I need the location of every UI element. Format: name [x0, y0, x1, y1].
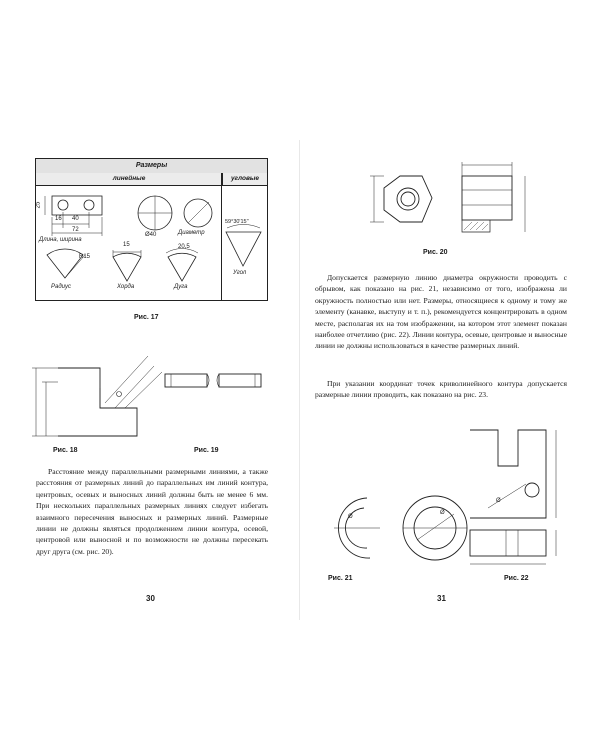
label-r15: R15 [79, 254, 91, 260]
column-angular: угловые [222, 173, 268, 186]
left-body-paragraph: Расстояние между параллельными размерными линиями, а также расстояния от размерных линий до параллельных им линий контура, центровых, осевых и выносных линий должны быть не менее 6 мм. При нескольких параллельных размерных линиях следует избегать взаимного пересечения выносных и размерных линий. Размерные линии не должны являться продолжением линии контура, осевой, центровой или выносной и по возможности не должны пересекать друг друга (см. рис. 20). [36, 467, 268, 556]
arc-sector [168, 253, 196, 281]
table-header: Размеры [35, 158, 268, 174]
caption-fig-20: Рис. 20 [423, 249, 448, 256]
plate-drawing [52, 196, 102, 215]
figures-18-19 [30, 348, 280, 444]
label-chord: Хорда [117, 284, 135, 290]
label-arc-value: 20,5 [178, 244, 190, 250]
right-page [300, 0, 600, 750]
page-number-right: 31 [437, 594, 446, 603]
fig22-part-top [470, 430, 546, 518]
caption-fig-19: Рис. 19 [194, 447, 219, 454]
caption-fig-17: Рис. 17 [134, 314, 159, 321]
label-angle-value: 59°30'15'' [225, 219, 249, 225]
chord-sector [113, 253, 141, 281]
caption-fig-22: Рис. 22 [504, 575, 529, 582]
column-linear: линейные [35, 173, 223, 186]
fig22-drawing [458, 418, 568, 568]
fig20-nut-front [384, 176, 432, 222]
fig21-dia-label-1: Ø [348, 514, 353, 520]
label-16: 16 [55, 216, 62, 222]
label-25: 25 [35, 201, 42, 209]
right-body-paragraph-1: Допускается размерную линию диаметра окружности проводить с обрывом, как показано на рис. 21, независимо от того, изображена ли окружность полностью или нет. Размеры, относящиеся к одному и тому же элементу (канавке, выступу и т. п.), рекомендуется концентрировать в одном месте, располагая их на том изображении, на котором этот элемент показан наиболее отчетливо (рис. 22). Линии контура, осевые, центровые и выносные линии не должны использоваться в качестве размерных линий. [315, 273, 567, 351]
label-dia40: Ø40 [145, 232, 157, 238]
dimension-types-table [35, 158, 268, 302]
fig20-drawing [370, 160, 540, 244]
label-radius: Радиус [51, 284, 71, 290]
caption-fig-21: Рис. 21 [328, 575, 353, 582]
label-arc: Дуга [174, 284, 188, 290]
fig22-part-bottom [470, 530, 546, 556]
label-angle: Угол [233, 270, 247, 276]
table-drawings [35, 158, 268, 302]
page-number-left: 30 [146, 594, 155, 603]
fig20-nut-side [462, 176, 512, 220]
fig21-drawing [322, 480, 472, 570]
label-15: 15 [123, 242, 130, 248]
fig22-dia-label: Ø [496, 498, 501, 504]
right-body-paragraph-2: При указании координат точек криволинейного контура допускается размерные линии проводить, как показано на рис. 23. [315, 379, 567, 400]
fig21-dia-label-2: Ø [440, 510, 445, 516]
label-72: 72 [72, 227, 79, 233]
fig19-pin-right [219, 374, 261, 387]
label-diameter: Диаметр [178, 230, 205, 236]
angle-sector [226, 232, 261, 266]
label-length-width: Длина, ширина [39, 237, 82, 243]
caption-fig-18: Рис. 18 [53, 447, 78, 454]
label-40: 40 [72, 216, 79, 222]
fig18-block [58, 368, 137, 436]
fig19-pin-left [165, 374, 207, 387]
